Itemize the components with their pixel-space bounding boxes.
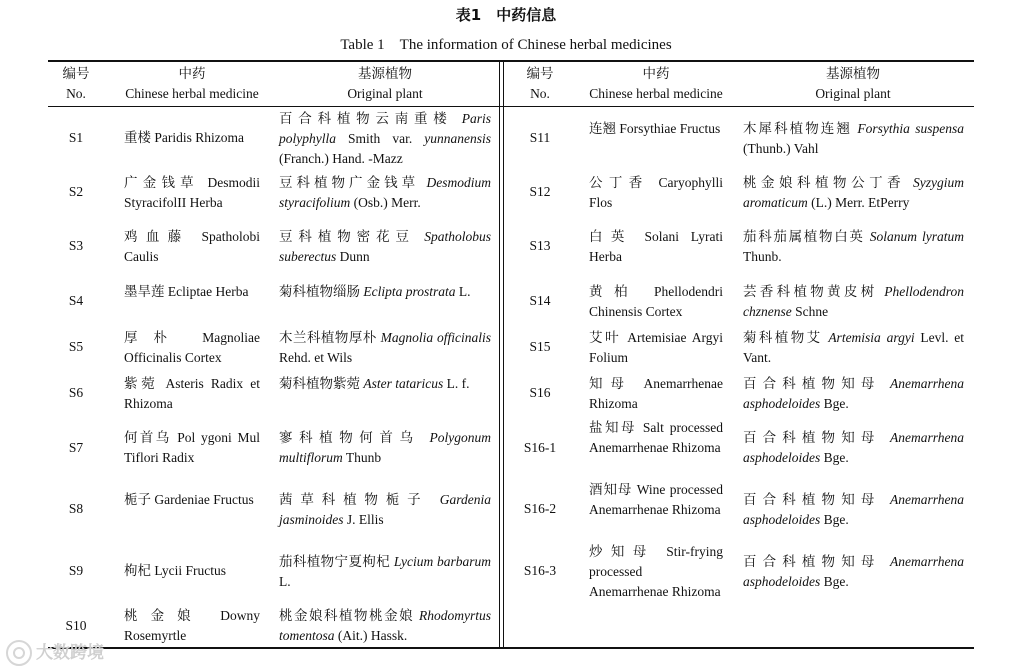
row-herb: 炒知母 Stir-frying processed Anemarrhenae Rhizoma (589, 544, 723, 599)
row-herb: 知母 Anemarrhenae Rhizoma (589, 376, 723, 411)
row-herb: 连翘 Forsythiae Fructus (589, 121, 721, 136)
row-plant: 茜草科植物栀子 Gardenia jasminoides J. Ellis (279, 492, 491, 527)
row-plant: 百合科植物云南重楼 Paris polyphylla Smith var. yunnanensis (Franch.) Hand. -Mazz (279, 111, 491, 166)
row-plant: 茄科植物宁夏枸杞 Lycium barbarum L. (279, 554, 492, 589)
header-plant-right: 基源植物 Original plant (815, 66, 891, 101)
row-plant: 百合科植物知母 Anemarrhena asphodeloides Bge. (743, 376, 964, 411)
row-herb: 重楼 Paridis Rhizoma (124, 130, 244, 145)
row-no: S14 (529, 293, 551, 308)
row-herb: 墨旱莲 Ecliptae Herba (124, 284, 249, 299)
bottom-rule (48, 647, 974, 649)
row-plant: 百合科植物知母 Anemarrhena asphodeloides Bge. (743, 554, 964, 589)
top-rule (48, 60, 974, 62)
row-plant: 桃金娘科植物桃金娘 Rhodomyrtus tomentosa (Ait.) Hassk. (279, 608, 491, 643)
row-plant: 茄科茄属植物白英 Solanum lyratum Thunb. (743, 229, 965, 264)
row-no: S15 (529, 339, 551, 354)
table-caption-cn: 表1 中药信息 (455, 6, 557, 24)
row-no: S16-2 (523, 501, 557, 516)
row-plant: 豆科植物密花豆 Spatholobus suberectus Dunn (279, 229, 491, 264)
row-no: S1 (68, 130, 84, 145)
row-no: S11 (529, 130, 551, 145)
watermark-logo-icon (6, 640, 32, 666)
row-plant: 菊科植物缁肠 Eclipta prostrata L. (279, 284, 471, 299)
row-no: S7 (68, 440, 84, 455)
row-no: S4 (68, 293, 84, 308)
header-no-right: 编号 No. (526, 66, 554, 101)
row-herb: 枸杞 Lycii Fructus (124, 563, 226, 578)
header-herb-right: 中药 Chinese herbal medicine (589, 66, 723, 101)
row-no: S16 (529, 385, 551, 400)
row-plant: 木兰科植物厚朴 Magnolia officinalis Rehd. et Wils (279, 330, 492, 365)
row-no: S10 (65, 618, 87, 633)
row-no: S3 (68, 238, 84, 253)
column-divider-2 (503, 61, 504, 648)
row-plant: 百合科植物知母 Anemarrhena asphodeloides Bge. (743, 492, 964, 527)
row-no: S16-3 (523, 563, 557, 578)
row-herb: 鸡血藤 Spatholobi Caulis (124, 229, 260, 264)
row-herb: 紫菀 Asteris Radix et Rhizoma (124, 376, 260, 411)
row-no: S16-1 (523, 440, 557, 455)
row-plant: 芸香科植物黄皮树 Phellodendron chznense Schne (743, 284, 964, 319)
row-plant: 菊科植物艾 Artemisia argyi Levl. et Vant. (743, 330, 965, 365)
row-no: S6 (68, 385, 84, 400)
row-herb: 酒知母 Wine processed Anemarrhenae Rhizoma (589, 482, 723, 517)
watermark: 大数跨境 (6, 638, 104, 666)
row-plant: 豆科植物广金钱草 Desmodium styracifolium (Osb.) Merr. (279, 175, 491, 210)
row-no: S13 (529, 238, 551, 253)
table-caption-en: Table 1 The information of Chinese herbal medicines (340, 37, 672, 53)
row-herb: 黄柏 Phellodendri Chinensis Cortex (589, 284, 723, 319)
row-plant: 菊科植物紫菀 Aster tataricus L. f. (279, 376, 470, 391)
row-plant: 寥科植物何首乌 Polygonum multiflorum Thunb (279, 430, 491, 465)
header-herb: 中药 Chinese herbal medicine (125, 66, 259, 101)
row-plant: 百合科植物知母 Anemarrhena asphodeloides Bge. (743, 430, 964, 465)
row-plant: 木犀科植物连翘 Forsythia suspensa (Thunb.) Vahl (743, 121, 965, 156)
row-no: S9 (68, 563, 84, 578)
row-plant: 桃金娘科植物公丁香 Syzygium aromaticum (L.) Merr. EtPerry (743, 175, 964, 210)
row-herb: 广金钱草 Desmodii StyracifolII Herba (124, 175, 260, 210)
header-no: 编号 No. (62, 66, 90, 101)
row-herb: 艾叶 Artemisiae Argyi Folium (589, 330, 723, 365)
column-divider-1 (499, 61, 500, 648)
header-plant: 基源植物 Original plant (347, 66, 423, 101)
row-no: S2 (68, 184, 84, 199)
row-no: S12 (529, 184, 551, 199)
header-rule (48, 106, 974, 107)
row-herb: 桃金娘 Downy Rosemyrtle (124, 608, 260, 643)
row-herb: 盐知母 Salt processed Anemarrhenae Rhizoma (589, 420, 723, 455)
row-herb: 厚朴 Magnoliae Officinalis Cortex (124, 330, 260, 365)
row-herb: 栀子 Gardeniae Fructus (124, 492, 254, 507)
row-herb: 何首乌 Pol ygoni Mul Tiflori Radix (124, 430, 260, 465)
row-herb: 公丁香 Caryophylli Flos (589, 175, 723, 210)
row-no: S5 (68, 339, 84, 354)
row-herb: 白英 Solani Lyrati Herba (589, 229, 723, 264)
row-no: S8 (68, 501, 84, 516)
